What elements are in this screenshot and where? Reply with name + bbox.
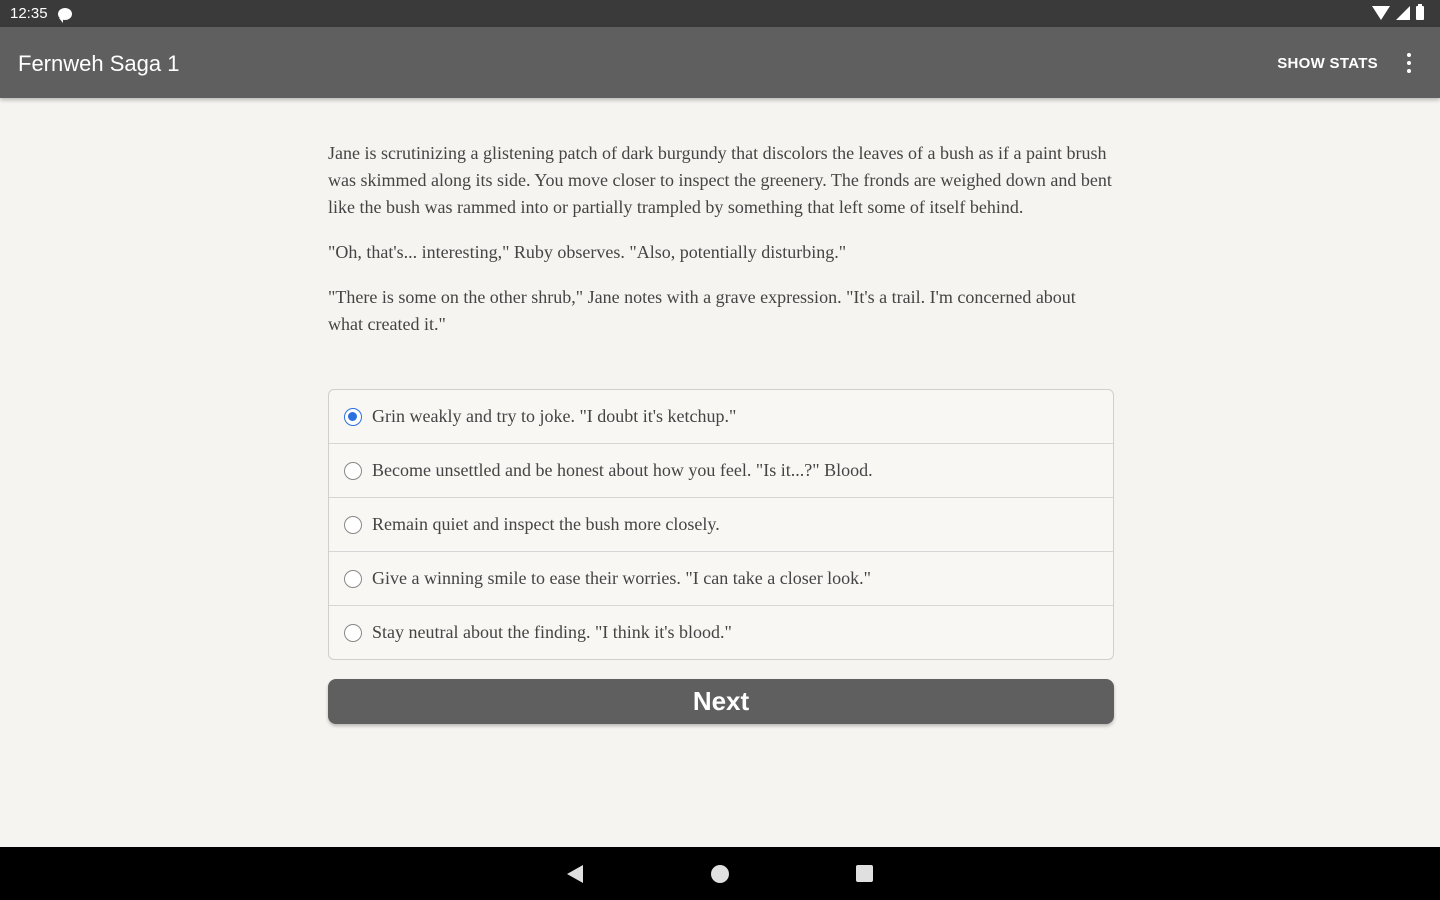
status-time: 12:35 <box>10 5 48 22</box>
choice-option-2[interactable] <box>329 444 1113 498</box>
story-text <box>328 140 1114 356</box>
story-paragraph: Jane is scrutinizing a glistening patch of dark burgundy that discolors the leaves of a bush as if a paint brush was skimmed along its side. You move closer to inspect the greenery. The fronds are weighed down and bent like the bush was rammed into or partially trampled by something that left some of itself behind. <box>328 143 1112 217</box>
status-bar <box>0 0 1440 27</box>
radio-button[interactable] <box>344 624 362 642</box>
story-paragraph: "Oh, that's... interesting," Ruby observes. "Also, potentially disturbing." <box>328 242 847 262</box>
choice-option-3[interactable] <box>329 498 1113 552</box>
signal-icon <box>1396 6 1410 20</box>
choice-label: Stay neutral about the finding. "I think it's blood." <box>372 622 732 642</box>
radio-button[interactable] <box>344 570 362 588</box>
battery-icon <box>1416 6 1424 20</box>
next-button[interactable]: Next <box>328 679 1114 724</box>
choice-label: Remain quiet and inspect the bush more closely. <box>372 514 720 534</box>
show-stats-button[interactable]: SHOW STATS <box>1277 55 1378 72</box>
radio-button-selected[interactable] <box>344 408 362 426</box>
radio-button[interactable] <box>344 516 362 534</box>
back-icon[interactable] <box>567 865 583 883</box>
choice-list <box>328 389 1114 660</box>
choice-option-4[interactable] <box>329 552 1113 606</box>
choice-label: Become unsettled and be honest about how you feel. "Is it...?" Blood. <box>372 460 873 480</box>
choice-option-5[interactable] <box>329 606 1113 659</box>
choice-option-1[interactable] <box>329 390 1113 444</box>
app-title: Fernweh Saga 1 <box>18 51 180 76</box>
message-notification-icon <box>58 8 72 20</box>
app-bar <box>0 27 1440 98</box>
recents-icon[interactable] <box>856 865 873 882</box>
radio-button[interactable] <box>344 462 362 480</box>
choice-label: Give a winning smile to ease their worries. "I can take a closer look." <box>372 568 872 588</box>
home-icon[interactable] <box>711 865 729 883</box>
wifi-icon <box>1372 6 1390 20</box>
choice-label: Grin weakly and try to joke. "I doubt it's ketchup." <box>372 406 737 426</box>
system-navigation-bar <box>0 847 1440 900</box>
more-options-icon[interactable] <box>1406 53 1412 73</box>
story-paragraph: "There is some on the other shrub," Jane notes with a grave expression. "It's a trail. I'm concerned about what created it." <box>328 287 1076 334</box>
